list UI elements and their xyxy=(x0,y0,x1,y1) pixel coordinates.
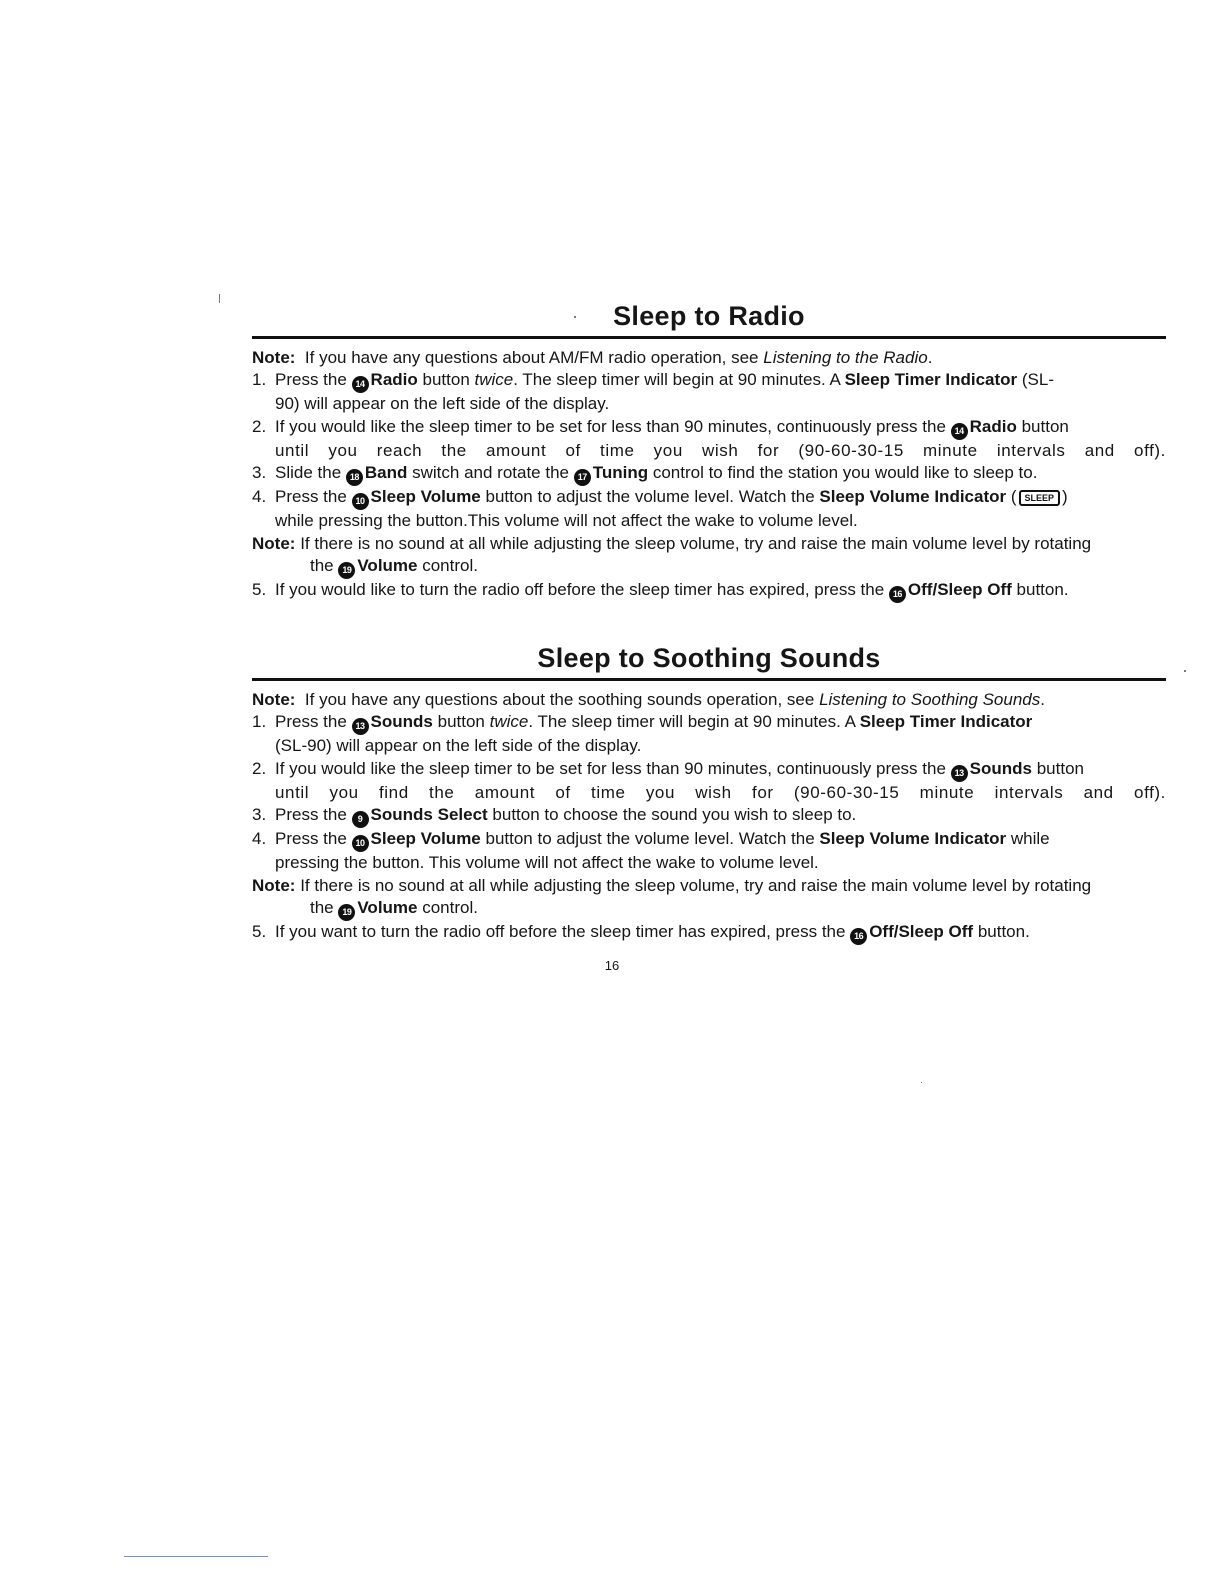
step-1-cont: (SL-90) will appear on the left side of the display. xyxy=(275,736,642,756)
callout-number-icon: 9 xyxy=(352,811,369,828)
callout-number-icon: 14 xyxy=(352,376,369,393)
callout-number-icon: 14 xyxy=(951,423,968,440)
note: Note: If you have any questions about AM/FM radio operation, see Listening to the Radio. xyxy=(252,348,933,367)
note-cont: the 19 Volume control. xyxy=(252,897,1166,921)
section-title: Sleep to Soothing Sounds xyxy=(537,643,881,673)
indicator-name: Sleep Volume Indicator xyxy=(819,829,1007,849)
callout-number-icon: 10 xyxy=(352,493,369,510)
step-3: 3. Press the 9 Sounds Select button to choose the sound you wish to sleep to. xyxy=(252,804,1166,828)
page-number: 16 xyxy=(604,958,620,973)
note-label: Note: xyxy=(252,533,296,553)
button-name: Sleep Volume xyxy=(370,487,481,507)
step-2-cont: until you reach the amount of time you wish for (90-60-30-15 minute intervals and off). xyxy=(275,440,1166,460)
callout-number-icon: 19 xyxy=(338,562,355,579)
section-sleep-to-radio xyxy=(252,300,1166,603)
note-label: Note: xyxy=(252,348,296,367)
scan-speck xyxy=(219,294,220,303)
step-1: 1. Press the 14 Radio button twice. The sleep timer will begin at 90 minutes. A Sleep Timer Indicator (SL- xyxy=(252,369,1166,393)
step-3: 3. Slide the 18 Band switch and rotate the 17 Tuning control to find the station you would like to sleep to. xyxy=(252,462,1166,486)
button-name: Sleep Volume xyxy=(370,829,481,849)
step-2: 2. If you would like the sleep timer to be set for less than 90 minutes, continuously press the 13 Sounds button xyxy=(252,758,1166,782)
indicator-name: Sleep Volume Indicator xyxy=(819,487,1007,507)
callout-number-icon: 16 xyxy=(889,586,906,603)
button-name: Off/Sleep Off xyxy=(869,922,974,942)
section-sleep-to-soothing-sounds xyxy=(252,642,1166,945)
button-name: Volume xyxy=(357,556,418,576)
reference-link: Listening to the Radio xyxy=(763,348,928,367)
step-1-cont: 90) will appear on the left side of the display. xyxy=(275,394,610,414)
step-4: 4. Press the 10 Sleep Volume button to adjust the volume level. Watch the Sleep Volume Indicator ( SLEEP ) xyxy=(252,486,1166,510)
scan-speck xyxy=(921,1082,922,1083)
callout-number-icon: 13 xyxy=(951,765,968,782)
button-name: Sounds xyxy=(969,758,1032,778)
step-4: 4. Press the 10 Sleep Volume button to adjust the volume level. Watch the Sleep Volume Indicator while xyxy=(252,828,1166,852)
step-2-cont: until you find the amount of time you wish for (90-60-30-15 minute intervals and off). xyxy=(275,782,1166,802)
callout-number-icon: 16 xyxy=(850,928,867,945)
button-name: Radio xyxy=(969,416,1017,436)
scan-speck xyxy=(574,316,576,318)
step-5: 5. If you want to turn the radio off before the sleep timer has expired, press the 16 Off/Sleep Off button. xyxy=(252,921,1166,945)
button-name: Radio xyxy=(370,370,418,390)
note-label: Note: xyxy=(252,690,296,709)
note: Note: If you have any questions about the soothing sounds operation, see Listening to Soothing Sounds. xyxy=(252,690,1045,709)
button-name: Volume xyxy=(357,898,418,918)
callout-number-icon: 19 xyxy=(338,904,355,921)
step-4-cont: while pressing the button.This volume will not affect the wake to volume level. xyxy=(275,511,858,531)
note: Note: If there is no sound at all while adjusting the sleep volume, try and raise the main volume level by rotating xyxy=(252,875,1092,895)
note-cont: the 19 Volume control. xyxy=(252,555,1166,579)
button-name: Off/Sleep Off xyxy=(907,580,1012,600)
step-5: 5. If you would like to turn the radio off before the sleep timer has expired, press the 16 Off/Sleep Off button. xyxy=(252,579,1166,603)
section-rule xyxy=(252,678,1166,681)
button-name: Band xyxy=(364,463,408,483)
step-4-cont: pressing the button. This volume will not affect the wake to volume level. xyxy=(275,853,819,873)
button-name: Sounds xyxy=(370,712,433,732)
button-name: Tuning xyxy=(592,463,649,483)
callout-number-icon: 17 xyxy=(574,469,591,486)
step-1: 1. Press the 13 Sounds button twice. The sleep timer will begin at 90 minutes. A Sleep Timer Indicator xyxy=(252,711,1166,735)
section-title: Sleep to Radio xyxy=(613,301,805,331)
section-body xyxy=(252,347,1166,603)
indicator-name: Sleep Timer Indicator xyxy=(844,370,1018,390)
reference-link: Listening to Soothing Sounds xyxy=(819,690,1041,709)
button-name: Sounds Select xyxy=(370,805,488,825)
note: Note: If there is no sound at all while adjusting the sleep volume, try and raise the main volume level by rotating xyxy=(252,533,1092,553)
footer-rule xyxy=(124,1556,268,1557)
callout-number-icon: 10 xyxy=(352,835,369,852)
scan-speck xyxy=(1184,670,1186,672)
indicator-name: Sleep Timer Indicator xyxy=(859,712,1033,732)
section-body xyxy=(252,689,1166,945)
callout-number-icon: 18 xyxy=(346,469,363,486)
sleep-volume-indicator-icon: SLEEP xyxy=(1019,490,1061,506)
callout-number-icon: 13 xyxy=(352,718,369,735)
note-label: Note: xyxy=(252,875,296,895)
section-rule xyxy=(252,336,1166,339)
step-2: 2. If you would like the sleep timer to be set for less than 90 minutes, continuously press the 14 Radio button xyxy=(252,416,1166,440)
